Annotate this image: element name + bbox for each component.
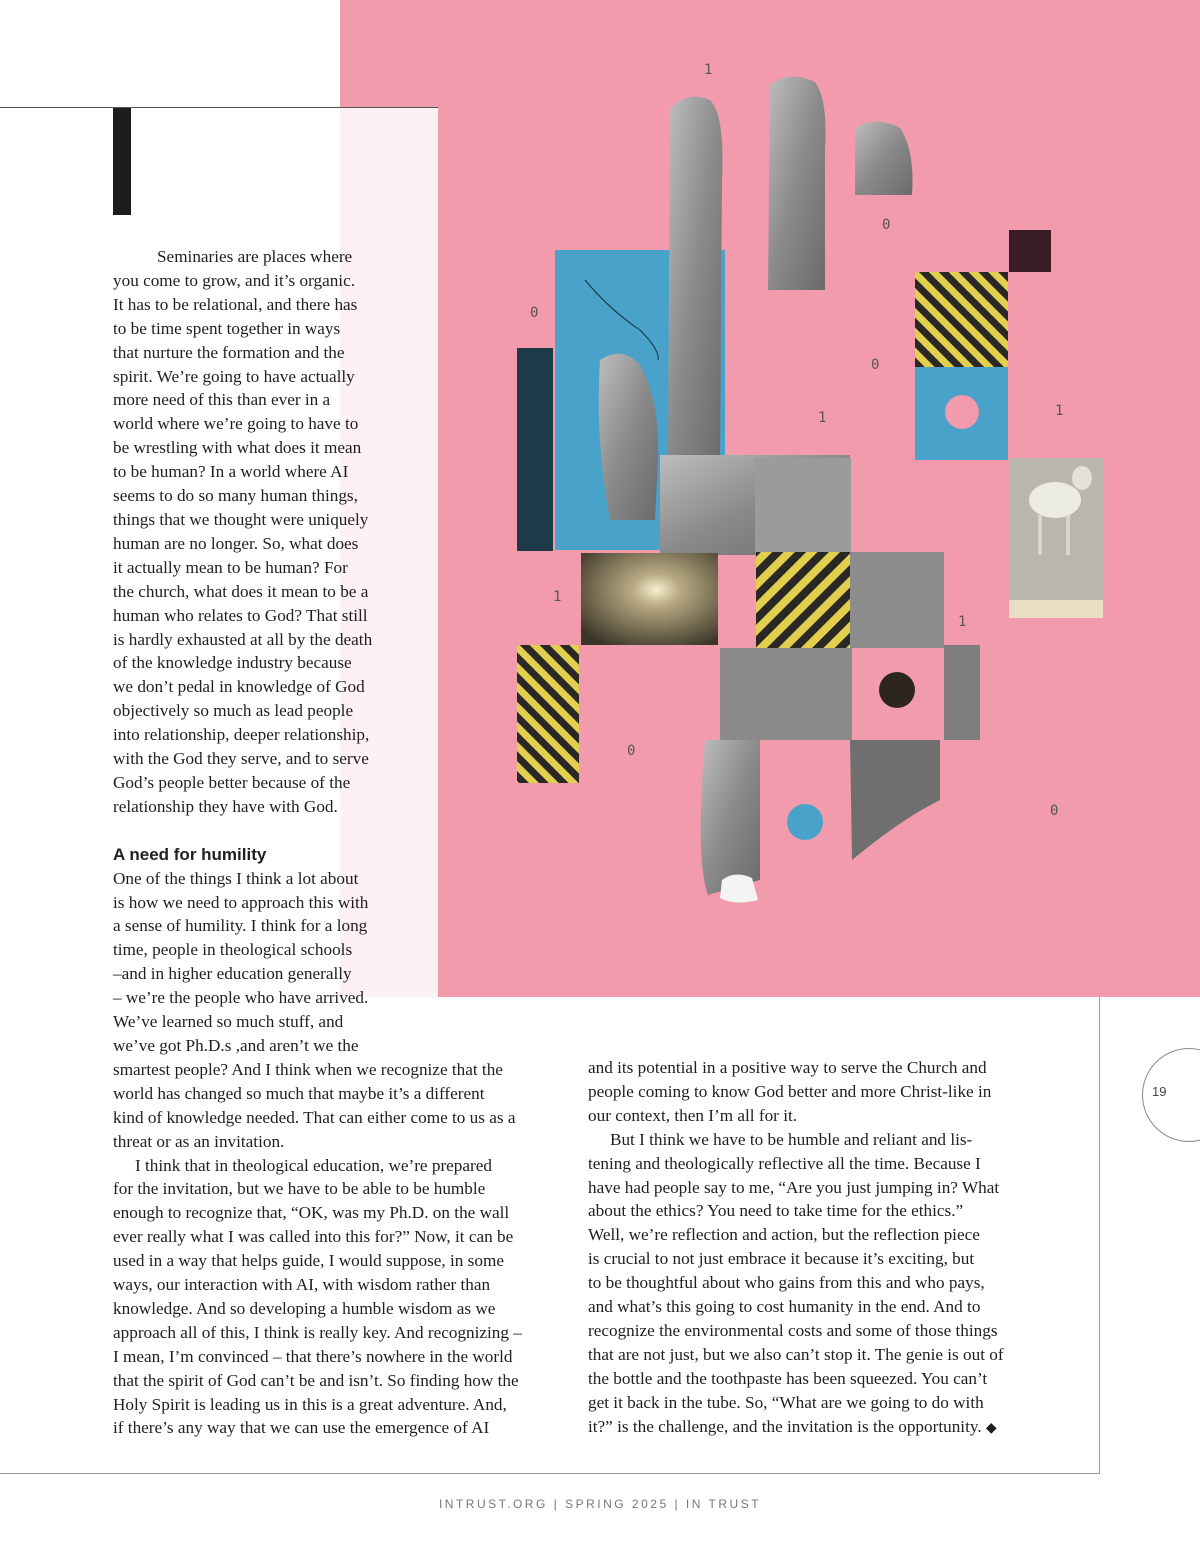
text-line: into relationship, deeper relationship,: [113, 725, 370, 745]
text-line: smartest people? And I think when we recognize that the: [113, 1059, 503, 1079]
binary-digit: 1: [958, 614, 967, 630]
text-line: about the ethics? You need to take time for the ethics.”: [588, 1201, 964, 1221]
binary-digit: 0: [1050, 803, 1059, 819]
paragraph-invitation: [113, 1154, 573, 1441]
text-line: kind of knowledge needed. That can either come to us as a: [113, 1107, 516, 1127]
article-left-column: [113, 245, 573, 1440]
chevron-stripe-tile-upper-right: [915, 272, 1008, 367]
text-line: our context, then I’m all for it.: [588, 1105, 798, 1125]
text-line: tening and theologically reflective all the time. Because I: [588, 1153, 981, 1173]
frame-bottom-rule: [0, 1473, 1100, 1474]
wrist: [701, 740, 760, 895]
text-line: human who relates to God? That still: [113, 605, 368, 625]
index-finger: [668, 97, 723, 460]
paragraph-potential: [588, 1056, 1058, 1128]
text-line: more need of this than ever in a: [113, 390, 331, 410]
text-line: you come to grow, and it’s organic.: [113, 270, 356, 290]
wrist-right: [850, 740, 940, 860]
text-line: Well, we’re reflection and action, but the reflection piece: [588, 1225, 980, 1245]
text-line: to be thoughtful about who gains from this and who pays,: [588, 1273, 985, 1293]
diagonal-stripe-tile: [756, 552, 850, 648]
text-line: that the spirit of God can’t be and isn’t. So finding how the: [113, 1370, 519, 1390]
text-line: We’ve learned so much stuff, and: [113, 1012, 344, 1032]
text-line: knowledge. And so developing a humble wisdom as we: [113, 1298, 496, 1318]
text-line: if there’s any way that we can use the emergence of AI: [113, 1418, 490, 1438]
text-line: God’s people better because of the: [113, 772, 351, 792]
text-line: we don’t pedal in knowledge of God: [113, 677, 365, 697]
text-line: it actually mean to be human? For: [113, 557, 348, 577]
end-of-article-mark: ◆: [985, 1420, 997, 1436]
text-line: be wrestling with what does it mean: [113, 438, 362, 458]
palm-upper-tile: [755, 458, 851, 553]
text-line: enough to recognize that, “OK, was my Ph.D. on the wall: [113, 1203, 510, 1223]
text-line: to be time spent together in ways: [113, 318, 341, 338]
text-line: that are not just, but we also can’t stop it. The genie is out of: [588, 1344, 1004, 1364]
text-line: the church, what does it mean to be a: [113, 581, 369, 601]
drop-cap-bar: [113, 108, 131, 215]
binary-digit: 0: [530, 305, 539, 321]
binary-digit: 0: [871, 357, 880, 373]
text-line: seems to do so many human things,: [113, 486, 358, 506]
binary-digit: 1: [553, 589, 562, 605]
text-line: used in a way that helps guide, I would suppose, in some: [113, 1251, 504, 1271]
text-line: world has changed so much that maybe it’s a different: [113, 1083, 485, 1103]
text-line: human are no longer. So, what does: [113, 533, 359, 553]
text-line: I mean, I’m convinced – that there’s nowhere in the world: [113, 1346, 513, 1366]
text-line: and what’s this going to cost humanity in the end. And to: [588, 1297, 981, 1317]
text-line: the bottle and the toothpaste has been squeezed. You can’t: [588, 1368, 988, 1388]
small-finger-tip: [855, 122, 913, 196]
middle-finger: [768, 77, 826, 290]
text-line: with the God they serve, and to serve: [113, 749, 369, 769]
text-line: get it back in the tube. So, “What are we going to do with: [588, 1392, 984, 1412]
palm-lower-right: [944, 645, 980, 740]
text-line: to be human? In a world where AI: [113, 462, 349, 482]
page-number-circle: [1142, 1048, 1200, 1142]
text-line: –and in higher education generally: [113, 964, 352, 984]
section-subhead: A need for humility: [113, 844, 267, 864]
text-line: recognize the environmental costs and some of those things: [588, 1320, 998, 1340]
text-line: people coming to know God better and more Christ-like in: [588, 1081, 992, 1101]
text-line: It has to be relational, and there has: [113, 294, 358, 314]
text-line: is crucial to not just embrace it because it’s exciting, but: [588, 1249, 975, 1269]
text-line: and its potential in a positive way to serve the Church and: [588, 1058, 987, 1077]
text-line-content: it?” is the challenge, and the invitation is the opportunity.: [588, 1416, 982, 1436]
paragraph-seminaries: [113, 245, 573, 819]
text-line: world where we’re going to have to: [113, 414, 359, 434]
binary-digit: 1: [704, 62, 713, 78]
binary-digit: 1: [818, 410, 827, 426]
binary-digit: 1: [1055, 403, 1064, 419]
text-line: that nurture the formation and the: [113, 342, 345, 362]
text-line: – we’re the people who have arrived.: [113, 988, 369, 1008]
text-line: spirit. We’re going to have actually: [113, 366, 355, 386]
text-line: relationship they have with God.: [113, 796, 338, 816]
plum-tile: [1009, 230, 1051, 272]
frame-right-rule: [1099, 997, 1100, 1474]
text-line: I think that in theological education, we’re prepared: [135, 1155, 492, 1175]
text-line: we’ve got Ph.D.s ,and aren’t we the: [113, 1035, 359, 1055]
text-line: ways, our interaction with AI, with wisdom rather than: [113, 1275, 491, 1295]
text-line: have had people say to me, “Are you just jumping in? What: [588, 1177, 1000, 1197]
text-line: Seminaries are places where: [157, 247, 353, 266]
text-line: is how we need to approach this with: [113, 892, 369, 912]
text-line: of the knowledge industry because: [113, 653, 352, 673]
blue-dot: [787, 804, 823, 840]
text-line: approach all of this, I think is really key. And recognizing –: [113, 1322, 522, 1342]
text-line: One of the things I think a lot about: [113, 868, 359, 888]
pink-hole: [945, 395, 979, 429]
text-line: ever really what I was called into this for?” Now, it can be: [113, 1227, 514, 1247]
text-line: Holy Spirit is leading us in this is a great adventure. And,: [113, 1394, 507, 1414]
text-line: [588, 1415, 1058, 1441]
paragraph-reflection: [588, 1128, 1058, 1441]
page-number: 19: [1152, 1084, 1167, 1099]
text-line: for the invitation, but we have to be able to be humble: [113, 1179, 486, 1199]
binary-digit: 0: [627, 743, 636, 759]
binary-digit: 0: [882, 217, 891, 233]
text-line: things that we thought were uniquely: [113, 509, 369, 529]
paragraph-humility: [113, 867, 573, 1154]
text-line: But I think we have to be humble and reliant and lis-: [610, 1129, 973, 1149]
text-line: time, people in theological schools: [113, 940, 353, 960]
page-footer: INTRUST.ORG | SPRING 2025 | IN TRUST: [438, 1497, 762, 1511]
text-line: threat or as an invitation.: [113, 1131, 285, 1151]
dark-dot: [879, 672, 915, 708]
article-right-column: [588, 1056, 1058, 1441]
text-line: is hardly exhausted at all by the death: [113, 629, 373, 649]
text-line: a sense of humility. I think for a long: [113, 916, 368, 936]
text-line: objectively so much as lead people: [113, 701, 354, 721]
palm-right-tile: [850, 552, 944, 648]
palm-lower-tile: [720, 648, 852, 740]
light-rays-picture: [581, 553, 718, 645]
